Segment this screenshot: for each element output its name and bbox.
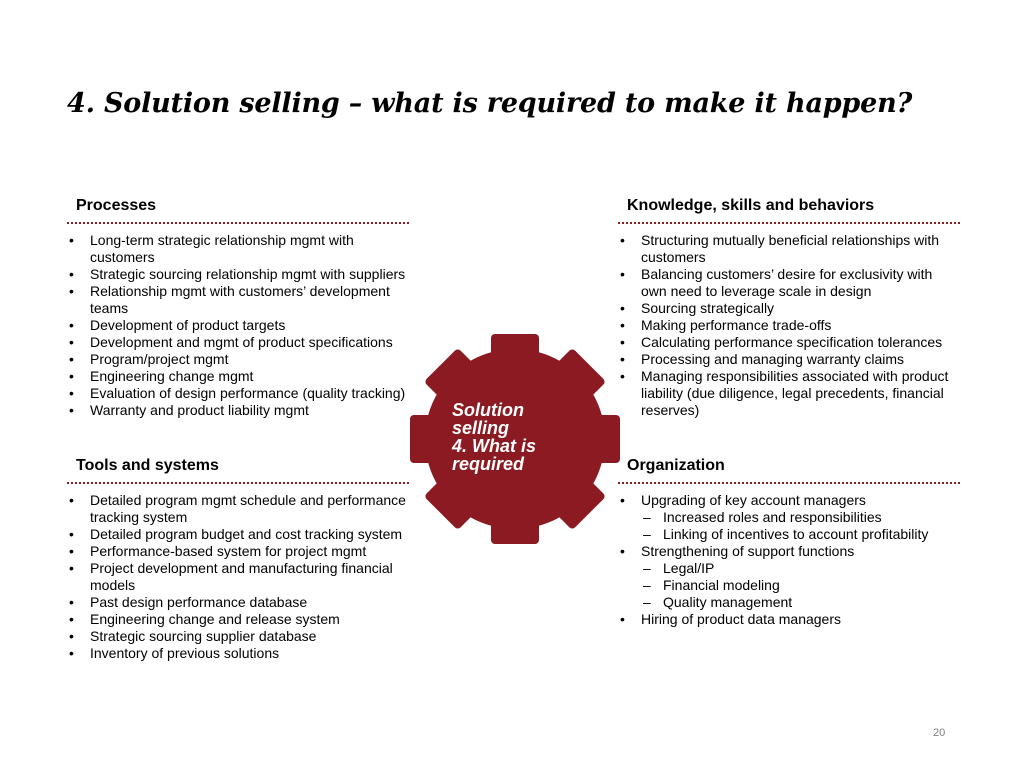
list-item-text: Strategic sourcing supplier database <box>90 628 317 644</box>
list-item-text: Detailed program mgmt schedule and performance tracking system <box>90 492 406 525</box>
list-item-text: Structuring mutually beneficial relationships with customers <box>641 232 940 265</box>
list-item <box>618 266 960 300</box>
slide-title: 4. Solution selling – what is required to make it happen? <box>67 88 913 119</box>
gear-label-line: Solution <box>452 400 524 420</box>
list-item-text: Evaluation of design performance (quality tracking) <box>90 385 406 401</box>
list-item-text: Hiring of product data managers <box>641 611 841 627</box>
list-item-text: Development and mgmt of product specifications <box>90 334 393 350</box>
gear-center-label <box>452 401 592 473</box>
list-item-text: Inventory of previous solutions <box>90 645 280 661</box>
list-item <box>67 645 409 662</box>
list-item-text: Performance-based system for project mgmt <box>90 543 367 559</box>
list-item-text: Strategic sourcing relationship mgmt with suppliers <box>90 266 406 282</box>
list-item <box>67 594 409 611</box>
sub-list-item: – Legal/IP <box>641 560 960 577</box>
sub-list-item: – Financial modeling <box>641 577 960 594</box>
list-item-text: Engineering change mgmt <box>90 368 254 384</box>
sub-list-item: – Increased roles and responsibilities <box>641 509 960 526</box>
list-item <box>67 385 409 402</box>
processes-heading: Processes <box>67 196 409 224</box>
list-item <box>67 283 409 317</box>
list-item <box>67 351 409 368</box>
sub-list <box>641 560 960 611</box>
gear-label-line: selling <box>452 418 510 438</box>
list-item <box>618 351 960 368</box>
sub-list-item: – Quality management <box>641 594 960 611</box>
list-item <box>618 300 960 317</box>
list-item <box>618 543 960 611</box>
knowledge-section <box>618 196 960 419</box>
list-item <box>67 317 409 334</box>
sub-list-item: – Linking of incentives to account profitability <box>641 526 960 543</box>
list-item <box>618 368 960 419</box>
list-item-text: Past design performance database <box>90 594 308 610</box>
list-item-text: Development of product targets <box>90 317 286 333</box>
tools-list <box>67 492 409 662</box>
list-item-text: Processing and managing warranty claims <box>641 351 905 367</box>
list-item <box>67 402 409 419</box>
page-number: 20 <box>933 727 946 739</box>
list-item-text: Detailed program budget and cost tracking system <box>90 526 403 542</box>
knowledge-heading: Knowledge, skills and behaviors <box>618 196 960 224</box>
list-item-text: Program/project mgmt <box>90 351 229 367</box>
organization-section <box>618 456 960 628</box>
list-item-text: Making performance trade-offs <box>641 317 832 333</box>
processes-section <box>67 196 409 419</box>
list-item-text: Warranty and product liability mgmt <box>90 402 309 418</box>
list-item-text: Engineering change and release system <box>90 611 340 627</box>
list-item <box>618 317 960 334</box>
list-item <box>67 232 409 266</box>
list-item-text: Managing responsibilities associated with product liability (due diligence, legal precedents, financial reserves) <box>641 368 949 418</box>
knowledge-list <box>618 232 960 419</box>
list-item-text: Long-term strategic relationship mgmt with customers <box>90 232 354 265</box>
processes-list <box>67 232 409 419</box>
list-item-text: Balancing customers’ desire for exclusivity with own need to leverage scale in design <box>641 266 933 299</box>
list-item <box>67 560 409 594</box>
list-item <box>67 543 409 560</box>
list-item-text: Sourcing strategically <box>641 300 775 316</box>
list-item-text: Calculating performance specification tolerances <box>641 334 943 350</box>
sub-list <box>641 509 960 543</box>
list-item-text: Relationship mgmt with customers’ development teams <box>90 283 390 316</box>
list-item <box>618 232 960 266</box>
organization-heading: Organization <box>618 456 960 484</box>
list-item-text: Upgrading of key account managers <box>641 492 866 508</box>
list-item <box>67 526 409 543</box>
list-item <box>67 611 409 628</box>
list-item <box>67 492 409 526</box>
list-item-text: Project development and manufacturing financial models <box>90 560 393 593</box>
gear-label-line: required <box>452 454 525 474</box>
organization-list <box>618 492 960 628</box>
tools-section <box>67 456 409 662</box>
list-item <box>618 334 960 351</box>
list-item <box>618 611 960 628</box>
list-item <box>618 492 960 543</box>
list-item-text: Strengthening of support functions <box>641 543 855 559</box>
list-item <box>67 368 409 385</box>
list-item <box>67 628 409 645</box>
list-item <box>67 334 409 351</box>
tools-heading: Tools and systems <box>67 456 409 484</box>
gear-label-line: 4. What is <box>452 436 537 456</box>
list-item <box>67 266 409 283</box>
